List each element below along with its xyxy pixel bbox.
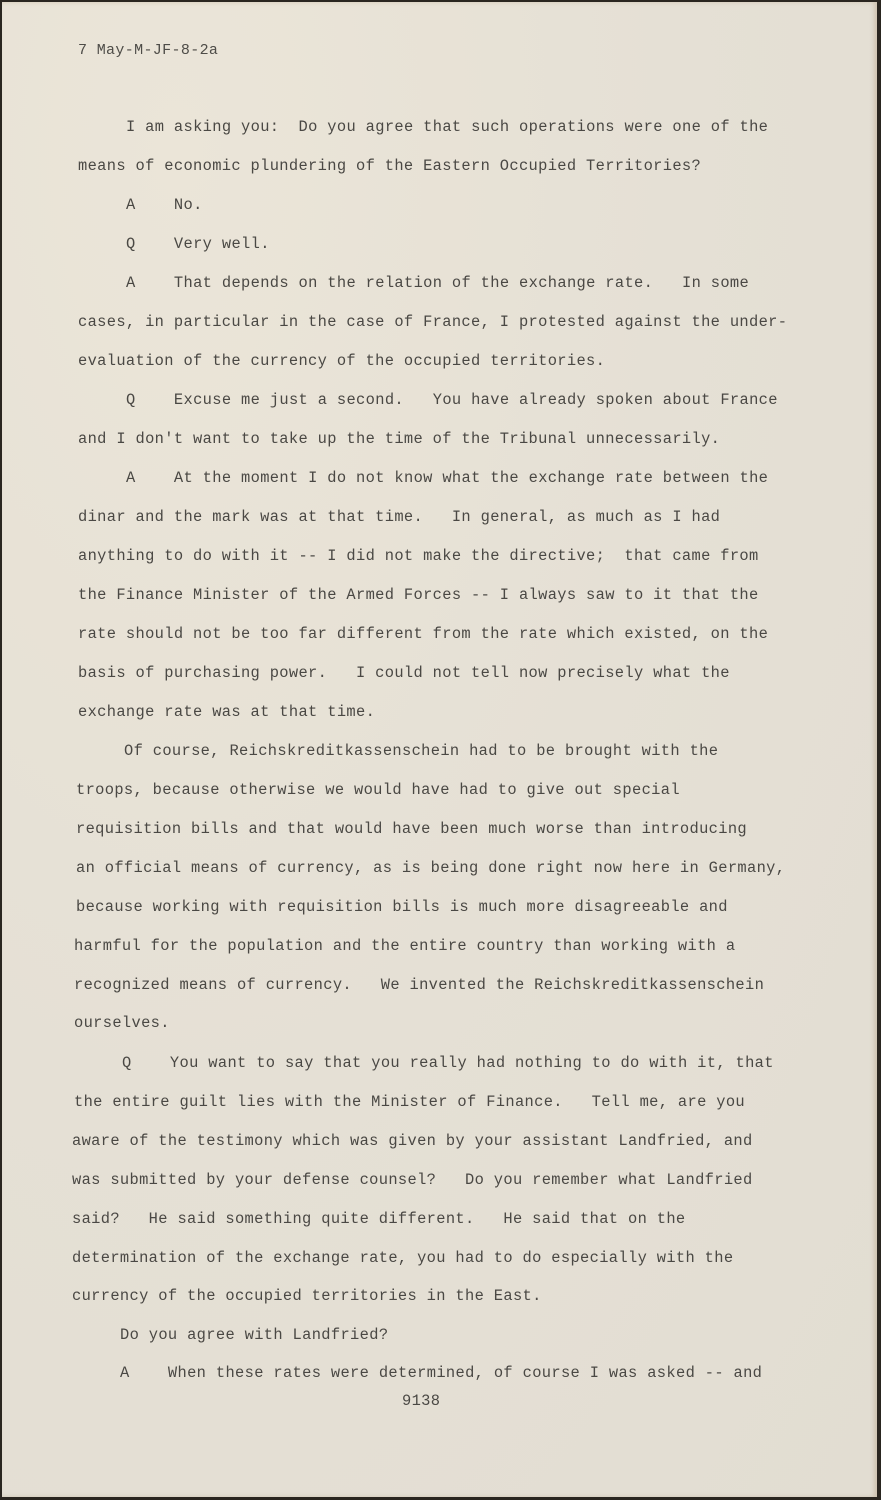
transcript-line: the entire guilt lies with the Minister of Finance. Tell me, are you (74, 1093, 746, 1111)
transcript-line: I am asking you: Do you agree that such operations were one of the (126, 118, 769, 136)
transcript-line: ourselves. (74, 1014, 170, 1032)
transcript-line: said? He said something quite different. He said that on the (72, 1210, 686, 1228)
transcript-line: and I don't want to take up the time of the Tribunal unnecessarily. (78, 430, 721, 448)
transcript-line: recognized means of currency. We invented the Reichskreditkassenschein (74, 976, 765, 994)
transcript-line: the Finance Minister of the Armed Forces -- I always saw to it that the (78, 586, 759, 604)
transcript-line: Q Very well. (126, 235, 270, 253)
transcript-line: requisition bills and that would have been much worse than introducing (76, 820, 748, 838)
page-number: 9138 (402, 1392, 441, 1410)
transcript-line: determination of the exchange rate, you had to do especially with the (72, 1249, 734, 1267)
transcript-line: rate should not be too far different from the rate which existed, on the (78, 625, 769, 643)
transcript-line: basis of purchasing power. I could not tell now precisely what the (78, 664, 730, 682)
transcript-line: exchange rate was at that time. (78, 703, 376, 721)
transcript-line: A At the moment I do not know what the exchange rate between the (126, 469, 769, 487)
transcript-line: troops, because otherwise we would have had to give out special (76, 781, 680, 799)
transcript-line: an official means of currency, as is being done right now here in Germany, (76, 859, 786, 877)
transcript-line: because working with requisition bills is much more disagreeable and (76, 898, 728, 916)
transcript-line: Do you agree with Landfried? (120, 1326, 389, 1344)
transcript-line: A When these rates were determined, of course I was asked -- and (120, 1364, 763, 1382)
transcript-line: dinar and the mark was at that time. In general, as much as I had (78, 508, 721, 526)
transcript-line: harmful for the population and the entire country than working with a (74, 937, 736, 955)
transcript-line: cases, in particular in the case of France, I protested against the under- (78, 313, 788, 331)
transcript-line: aware of the testimony which was given by your assistant Landfried, and (72, 1132, 753, 1150)
transcript-line: currency of the occupied territories in the East. (72, 1287, 542, 1305)
transcript-line: Q Excuse me just a second. You have already spoken about France (126, 391, 778, 409)
document-page (2, 2, 877, 1497)
transcript-line: was submitted by your defense counsel? Do you remember what Landfried (72, 1171, 753, 1189)
transcript-line: means of economic plundering of the Eastern Occupied Territories? (78, 157, 702, 175)
transcript-line: evaluation of the currency of the occupied territories. (78, 352, 606, 370)
document-header-id: 7 May-M-JF-8-2a (78, 42, 219, 59)
transcript-line: anything to do with it -- I did not make the directive; that came from (78, 547, 759, 565)
transcript-line: A No. (126, 196, 203, 214)
transcript-line: Q You want to say that you really had nothing to do with it, that (122, 1054, 774, 1072)
transcript-line: Of course, Reichskreditkassenschein had to be brought with the (124, 742, 719, 760)
transcript-line: A That depends on the relation of the exchange rate. In some (126, 274, 750, 292)
